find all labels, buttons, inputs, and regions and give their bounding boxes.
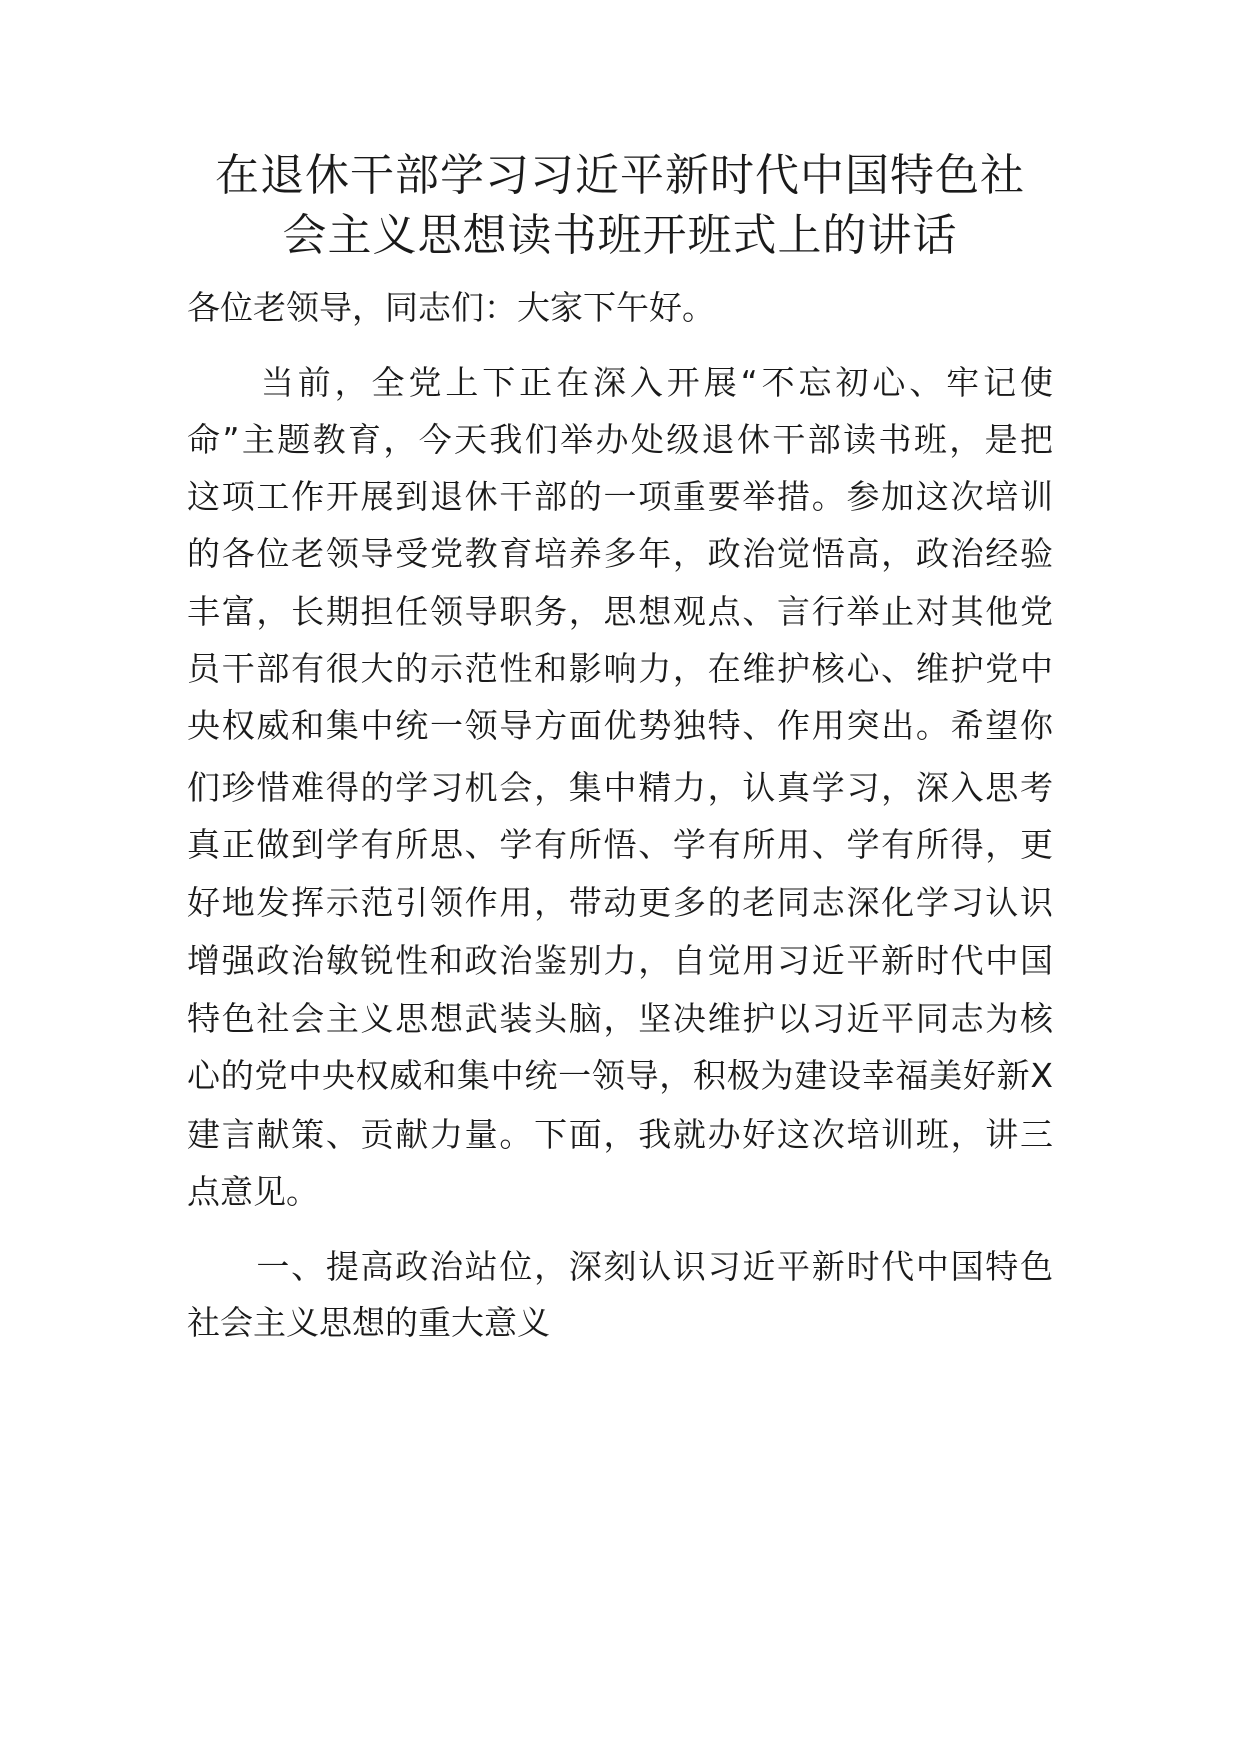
paragraph-line: 们珍惜难得的学习机会，集中精力，认真学习，深入思考 <box>187 768 1053 807</box>
paragraph-line: 丰富，长期担任领导职务，思想观点、言行举止对其他党 <box>187 592 1053 631</box>
paragraph-line: 央权威和集中统一领导方面优势独特、作用突出。希望你 <box>187 706 1053 745</box>
paragraph-line: 这项工作开展到退休干部的一项重要举措。参加这次培训 <box>187 477 1053 516</box>
section-heading-line-1: 一、提高政治站位，深刻认识习近平新时代中国特色 <box>187 1247 1053 1286</box>
section-heading-line-2: 社会主义思想的重大意义 <box>187 1303 550 1342</box>
title-line-2: 会主义思想读书班开班式上的讲话 <box>282 210 958 261</box>
paragraph-line: 好地发挥示范引领作用，带动更多的老同志深化学习认识 <box>187 883 1053 922</box>
paragraph-line: 点意见。 <box>187 1172 319 1211</box>
paragraph-line: 真正做到学有所思、学有所悟、学有所用、学有所得，更 <box>187 825 1053 864</box>
paragraph-line: 建言献策、贡献力量。下面，我就办好这次培训班，讲三 <box>187 1115 1053 1154</box>
paragraph-line: 的各位老领导受党教育培养多年，政治觉悟高，政治经验 <box>187 534 1053 573</box>
paragraph-line: 员干部有很大的示范性和影响力，在维护核心、维护党中 <box>187 649 1053 688</box>
greeting: 各位老领导，同志们：大家下午好。 <box>187 288 715 327</box>
paragraph-line: 命”主题教育，今天我们举办处级退休干部读书班，是把 <box>187 420 1053 459</box>
title-line-1: 在退休干部学习习近平新时代中国特色社 <box>215 150 1025 201</box>
paragraph-line: 增强政治敏锐性和政治鉴别力，自觉用习近平新时代中国 <box>187 941 1053 980</box>
paragraph-line: 心的党中央权威和集中统一领导，积极为建设幸福美好新X <box>187 1056 1053 1095</box>
paragraph-line: 特色社会主义思想武装头脑，坚决维护以习近平同志为核 <box>187 999 1053 1038</box>
paragraph-line: 当前，全党上下正在深入开展“不忘初心、牢记使 <box>187 363 1053 402</box>
